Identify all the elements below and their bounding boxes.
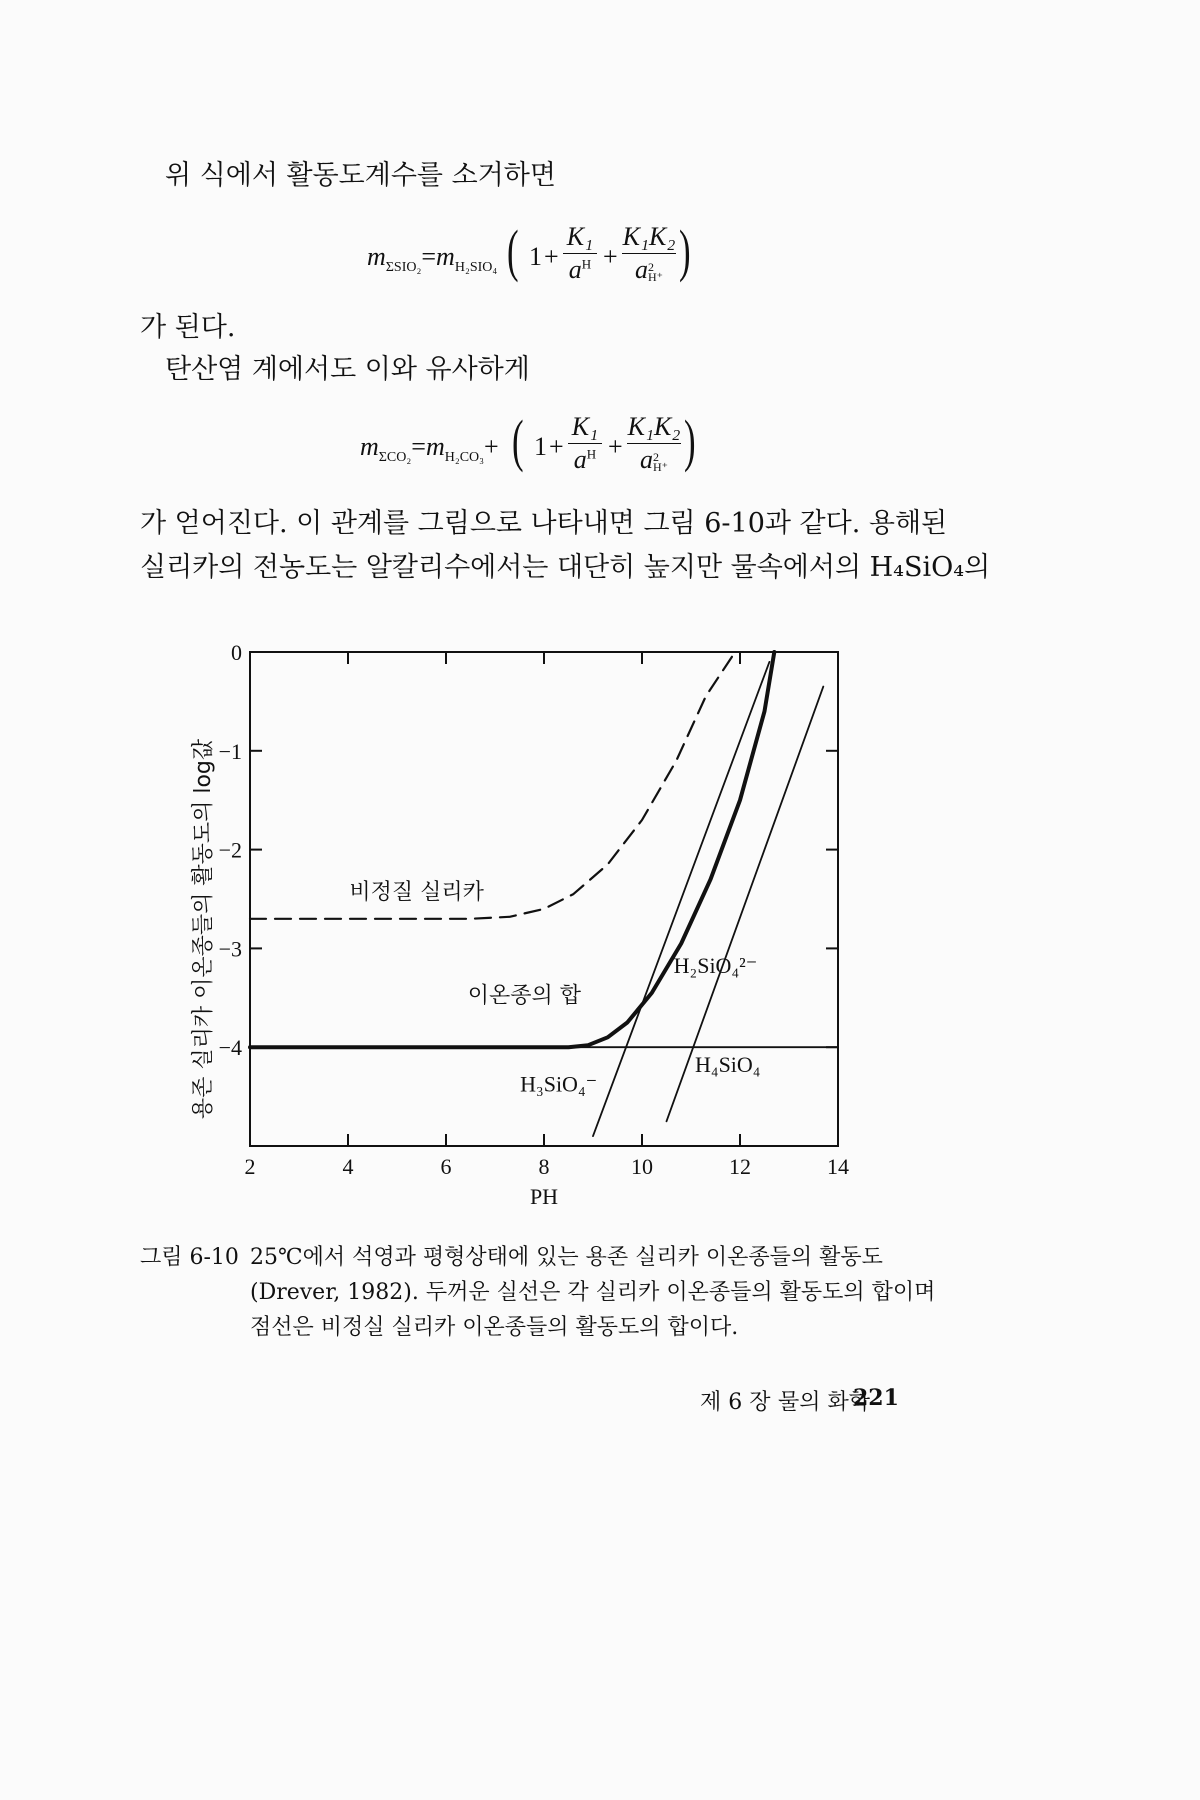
annotation-h3sio4: H₃SiO₄⁻ xyxy=(520,1071,598,1097)
footer-chapter: 제 6 장 xyxy=(700,1390,771,1415)
x-tick-label: 6 xyxy=(440,1154,452,1179)
paragraph-line-4: 가 얻어진다. 이 관계를 그림으로 나타내면 그림 6-10과 같다. 용해된 xyxy=(140,508,948,539)
figure-caption-line-1: 25℃에서 석영과 평형상태에 있는 용존 실리카 이온종들의 활동도 xyxy=(250,1245,883,1270)
y-tick-label: −1 xyxy=(218,738,242,764)
page-number: 221 xyxy=(853,1385,899,1411)
footer-title: 물의 화학 xyxy=(778,1390,871,1415)
equation-silica: $m_{\Sigma SIO_2}=m_{H_2SIO_4}$ ( 1 + K₁ $a^H$ + K₁K₂ a2 H⁺ ) xyxy=(367,218,691,285)
x-tick-label: 2 xyxy=(244,1154,256,1179)
annotation-amorphous-silica: 비정질 실리카 xyxy=(349,880,484,905)
x-tick-label: 12 xyxy=(729,1154,751,1179)
y-tick-label: −2 xyxy=(218,837,242,863)
paragraph-line-2: 가 된다. xyxy=(140,312,236,343)
annotation-h4sio4: H₄SiO₄ xyxy=(695,1051,761,1077)
figure-caption-line-2: (Drever, 1982). 두꺼운 실선은 각 실리카 이온종들의 활동도의 합이며 xyxy=(250,1280,936,1305)
annotation-h2sio4: H₂SiO₄²⁻ xyxy=(673,953,758,979)
figure-caption-label: 그림 6-10 xyxy=(140,1245,239,1270)
series-line-비정질 실리카 xyxy=(250,652,735,919)
y-tick-label: −4 xyxy=(218,1035,242,1061)
paragraph-line-1: 위 식에서 활동도계수를 소거하면 xyxy=(165,160,556,191)
x-tick-label: 4 xyxy=(342,1154,354,1179)
paragraph-line-5: 실리카의 전농도는 알칼리수에서는 대단히 높지만 물속에서의 H₄SiO₄의 xyxy=(140,552,991,583)
x-tick-label: 8 xyxy=(538,1154,550,1179)
y-tick-label: 0 xyxy=(231,640,242,665)
annotation-sum-of-species: 이온종의 합 xyxy=(467,983,582,1009)
x-axis-label: PH xyxy=(529,1184,559,1209)
x-tick-label: 14 xyxy=(827,1154,849,1179)
x-tick-label: 10 xyxy=(631,1154,653,1179)
silica-activity-chart xyxy=(0,600,1200,1230)
paragraph-line-3: 탄산염 계에서도 이와 유사하게 xyxy=(165,354,530,385)
y-axis-label: 용존 실리카 이온종들의 활동도의 log값 xyxy=(191,738,216,1120)
equation-carbonate: $m_{\Sigma CO_2}=m_{H_2CO_3}+$ ( 1 + K₁ $a^H$ + K₁K₂ a2 H⁺ ) xyxy=(360,408,696,475)
figure-caption-line-3: 점선은 비정실 실리카 이온종들의 활동도의 합이다. xyxy=(250,1315,739,1340)
y-tick-label: −3 xyxy=(218,936,242,962)
